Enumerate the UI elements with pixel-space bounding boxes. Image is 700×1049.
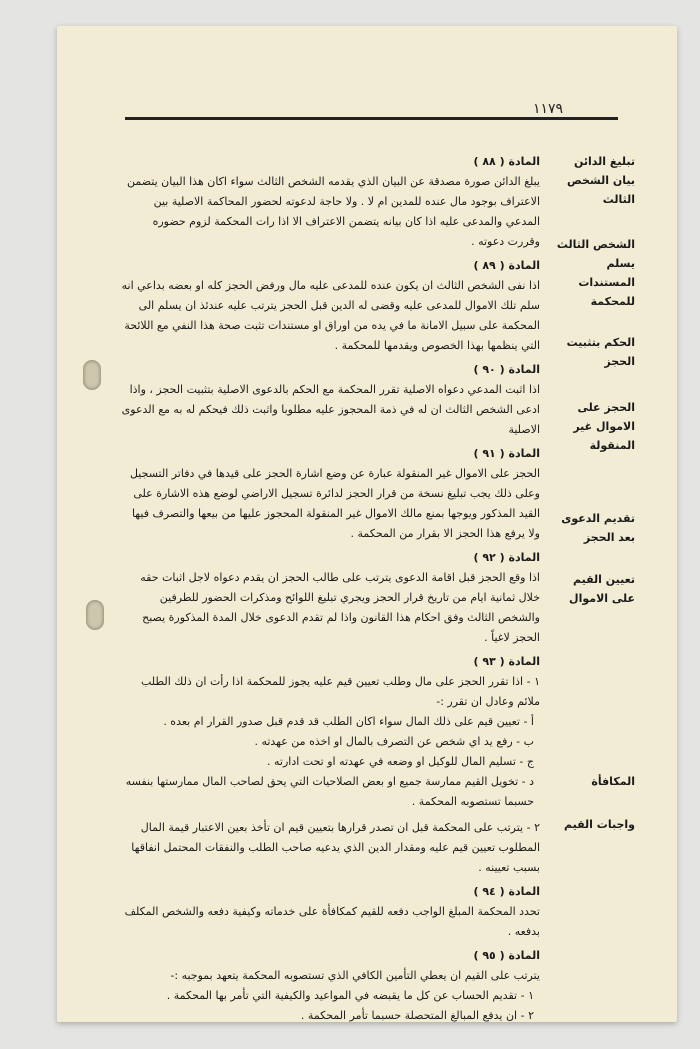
margin-note: الحكم بتثبيت الحجز [566,336,635,368]
article-heading: المادة ( ٩٣ ) [473,655,540,668]
article-heading: المادة ( ٨٨ ) [473,155,540,168]
article-item: د - تخويل القيم ممارسة جميع او بعض الصلاحيات التي يحق لصاحب المال ممارستها بنفسه حسبما تستصوبه المحكمة . [125,775,534,808]
article-text: يترتب على القيم ان يعطي التأمين الكافي الذي تستصوبه المحكمة يتعهد بموجبه :- [170,969,540,982]
article-93 [120,652,540,878]
document-body [120,148,540,1026]
punch-hole [83,360,101,390]
margin-note: الحجز على الاموال غير المنقولة [573,401,635,452]
article-text: تحدد المحكمة المبلغ الواجب دفعه للقيم كمكافأة على خدماته وكيفية دفعه والشخص المكلف بدفعه . [124,905,540,938]
article-text: اذا اثبت المدعي دعواه الاصلية تقرر المحكمة مع الحكم بالدعوى الاصلية بتثبيت الحجز ، واذا ادعى الشخص الثالث ان له في ذمة المحجوز عليه مطلوبا واثبت ذلك فيحكم له به مع الدعوى الاصلية [121,383,540,436]
article-95 [120,946,540,1026]
article-heading: المادة ( ٩٠ ) [473,363,540,376]
article-text: ١ - اذا تقرر الحجز على مال وطلب تعيين قيم عليه يجوز للمحكمة اذا رأت ان ذلك الطلب ملائم وعادل ان تقرر :- [140,675,540,708]
article-heading: المادة ( ٨٩ ) [473,259,540,272]
margin-note: تعيين القيم على الاموال [569,573,635,605]
article-text: ٢ - يترتب على المحكمة قبل ان تصدر قرارها بتعيين قيم ان تأخذ بعين الاعتبار قيمة المال المطلوب تعيين قيم عليه ومقدار الدين الذي يدعيه صاحب الطلب والنفقات المحتمل انفاقها بسبب تعيينه . [131,821,540,874]
article-heading: المادة ( ٩١ ) [473,447,540,460]
article-item: ٢ - ان يدفع المبالغ المتحصلة حسبما تأمر المحكمة . [300,1009,534,1022]
article-text: اذا وقع الحجز قبل اقامة الدعوى يترتب على طالب الحجز ان يقدم دعواه لاجل اثبات حقه خلال ثمانية ايام من تاريخ قرار الحجز ويجري تبليغ اللوائح ومذكرات الحضور للطرفين والشخص الثالث وفق احكام هذا القانون واذا لم تقدم الدعوى خلال المدة المذكورة يصبح الحجز لاغياً . [140,571,540,644]
article-item: ١ - تقديم الحساب عن كل ما يقبضه في المواعيد والكيفية التي تأمر بها المحكمة . [166,989,534,1002]
header-rule [125,117,618,120]
article-91 [120,444,540,544]
margin-note: تقديم الدعوى بعد الحجز [561,512,635,544]
article-item: ب - رفع يد اي شخص عن التصرف بالمال او اخذه من عهدته . [254,735,534,748]
margin-note: المكافأة [591,775,635,788]
margin-note: تبليغ الدائن بيان الشخص الثالث [567,155,635,206]
page-number: ١١٧٩ [533,101,564,117]
article-89 [120,256,540,356]
article-heading: المادة ( ٩٥ ) [473,949,540,962]
article-heading: المادة ( ٩٤ ) [473,885,540,898]
article-item: ج - تسليم المال للوكيل او وضعه في عهدته او تحت ادارته . [267,755,534,768]
article-text: الحجز على الاموال غير المنقولة عبارة عن وضع اشارة الحجز على قيدها في دفاتر التسجيل وعلى ذلك يجب تبليغ نسخة من قرار الحجز لدائرة تسجيل الاراضي لوضع هذه الاشارة على القيد المذكور ويوجها بمنع مالك الاموال غير المنقولة المحجوز عليها من بيعها والتصرف فيها ولا يرفع هذا الحجز الا بقرار من المحكمة . [129,467,540,540]
margin-note: واجبات القيم [564,818,635,831]
article-88 [120,152,540,252]
article-item: أ - تعيين قيم على ذلك المال سواء اكان الطلب قد قدم قبل صدور القرار ام بعده . [163,715,534,728]
margin-note: الشخص الثالث يسلم المستندات للمحكمة [556,238,635,308]
article-text: اذا نفى الشخص الثالث ان يكون عنده للمدعى عليه مال ورفض الحجز كله او بعضه بداعي انه سلم تلك الاموال للمدعى عليه وقضى له الدين قبل الحجز يترتب عليه عندئذ ان يسلم الى المحكمة على سبيل الامانة ما في يده من اوراق او مستندات تثبت صحة هذا النفي مع اللائحة التي ينظمها بهذا الخصوص ويقدمها للمحكمة . [121,279,540,352]
article-92 [120,548,540,648]
article-text: يبلغ الدائن صورة مصدقة عن البيان الذي يقدمه الشخص الثالث سواء اكان هذا البيان يتضمن الاعتراف بوجود مال عنده للمدين ام لا . ولا حاجة لدعوته لحضور المحاكمة الاصلية بين المدعي والمدعى عليه اذا كان بيانه يتضمن الاعتراف الا اذا رات المحكمة لزوم حضوره وقررت دعوته . [127,175,540,248]
punch-hole [86,600,104,630]
article-94 [120,882,540,942]
article-90 [120,360,540,440]
article-heading: المادة ( ٩٢ ) [473,551,540,564]
